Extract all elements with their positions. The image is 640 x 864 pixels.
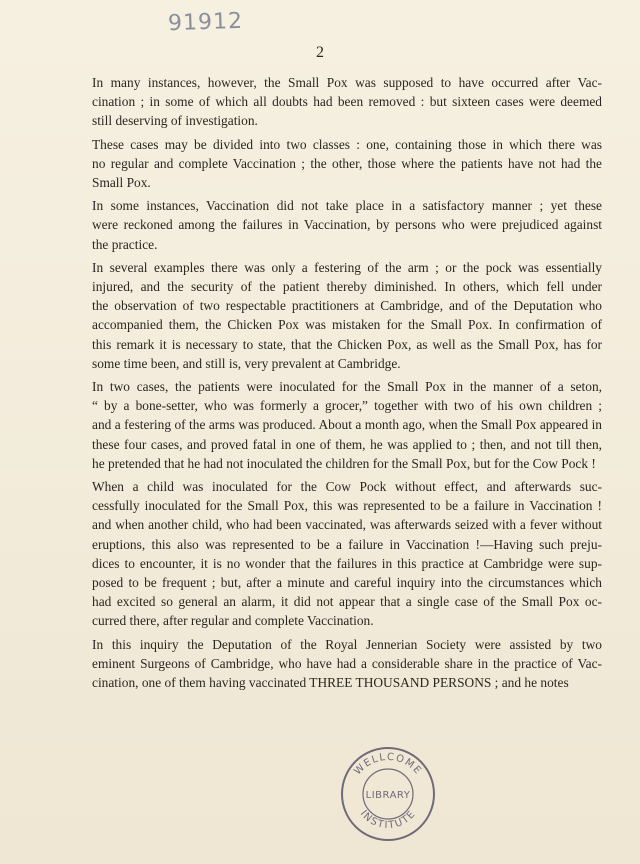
text-line: and when another child, who had been vaccinated, was afterwards seized with a fever without: [92, 517, 602, 533]
text-line: this remark it is necessary to state, that the Chicken Pox, as well as the Small Pox, has for: [92, 336, 602, 352]
text-line: In several examples there was only a festering of the arm ; or the pock was essentially: [92, 259, 602, 275]
text-line: posed to be frequent ; but, after a minute and careful inquiry into the circumstances which: [92, 575, 602, 591]
text-line: cessfully inoculated for the Small Pox, this was represented to be a failure in Vaccination !: [92, 498, 602, 514]
text-line: dices to encounter, it is no wonder that the failures in this practice at Cambridge were sup-: [92, 555, 602, 571]
text-line: eminent Surgeons of Cambridge, who have had a considerable share in the practice of Vac-: [92, 655, 602, 671]
text-line: these four cases, and proved fatal in one of them, he was applied to ; then, and not till then,: [92, 436, 602, 452]
text-line: still deserving of investigation.: [92, 113, 258, 129]
library-stamp: [338, 744, 438, 844]
text-line: In many instances, however, the Small Pox was supposed to have occurred after Vac-: [92, 75, 602, 90]
text-line: In two cases, the patients were inoculated for the Small Pox in the manner of a seton,: [92, 379, 602, 395]
text-line: the practice.: [92, 236, 158, 252]
text-line: In some instances, Vaccination did not take place in a satisfactory manner ; yet these: [92, 198, 602, 214]
text-line: cination, one of them having vaccinated THREE THOUSAND PERSONS ; and he notes: [92, 675, 569, 691]
text-line: Small Pox.: [92, 175, 151, 191]
handwritten-catalogue-number: 91912: [167, 8, 244, 37]
text-line: curred there, after regular and complete Vaccination.: [92, 613, 374, 629]
text-line: and a festering of the arms was produced. About a month ago, when the Small Pox appeared in: [92, 417, 602, 433]
stamp-top-text: WELLCOME: [352, 751, 424, 778]
paragraph: [92, 377, 602, 473]
text-line: eruptions, this also was represented to be a failure in Vaccination !—Having such preju-: [92, 536, 602, 552]
page-number: 2: [316, 44, 324, 61]
text-line: cination ; in some of which all doubts had been removed : but sixteen cases were deemed: [92, 94, 602, 110]
paragraph: [92, 73, 602, 131]
text-line: the observation of two respectable practitioners at Cambridge, and of the Deputation who: [92, 298, 602, 314]
text-line: In this inquiry the Deputation of the Royal Jennerian Society were assisted by two: [92, 636, 602, 652]
text-line: When a child was inoculated for the Cow Pock without effect, and afterwards suc-: [92, 479, 602, 495]
paragraph: [92, 135, 602, 193]
stamp-bottom-text: INSTITUTE: [357, 808, 419, 832]
stamp-middle-text: LIBRARY: [365, 790, 411, 801]
text-line: he pretended that he had not inoculated the children for the Small Pox, but for the Cow Pock !: [92, 455, 596, 471]
text-line: “ by a bone-setter, who was formerly a grocer,” together with two of his own children ;: [92, 398, 602, 414]
text-line: accompanied them, the Chicken Pox was mistaken for the Small Pox. In confirmation of: [92, 317, 602, 333]
text-line: some time been, and still is, very prevalent at Cambridge.: [92, 355, 401, 371]
text-line: injured, and the security of the patient thereby diminished. In others, which fell under: [92, 279, 602, 295]
text-line: These cases may be divided into two classes : one, containing those in which there was: [92, 136, 602, 152]
body-text: [92, 73, 602, 692]
paragraph: [92, 477, 602, 631]
library-stamp-graphic: [338, 744, 438, 844]
text-line: had excited so general an alarm, it did not appear that a single case of the Small Pox oc-: [92, 594, 602, 610]
paragraph: [92, 196, 602, 254]
paragraph: [92, 635, 602, 693]
text-line: no regular and complete Vaccination ; the other, those where the patients have not had the: [92, 155, 602, 171]
text-line: were reckoned among the failures in Vaccination, by persons who were prejudiced against: [92, 217, 602, 233]
paragraph: [92, 258, 602, 373]
